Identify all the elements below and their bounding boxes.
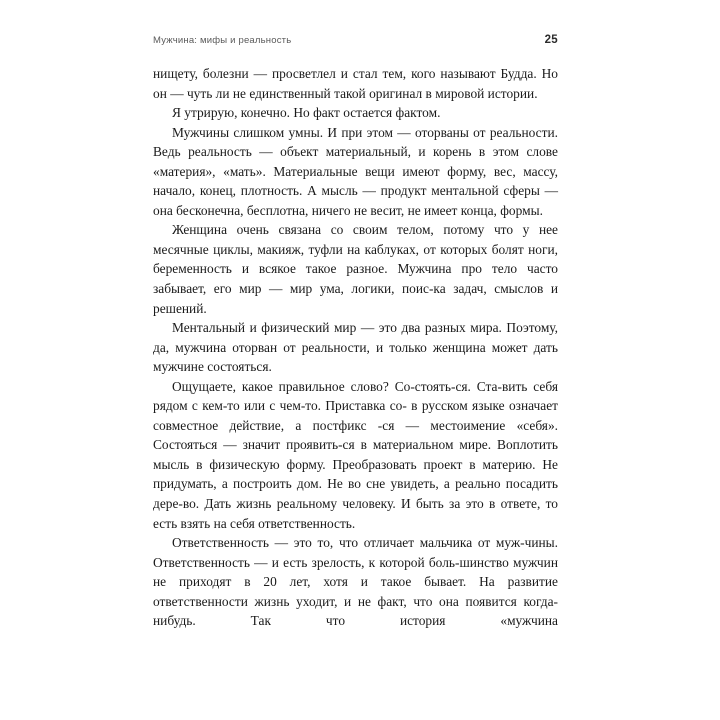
body-text-block — [153, 64, 558, 631]
running-head-title: Мужчина: мифы и реальность — [153, 35, 292, 46]
paragraph: Ментальный и физический мир — это два разных мира. Поэтому, да, мужчина оторван от реальности, и только женщина может дать мужчине состояться. — [153, 320, 558, 375]
page-number: 25 — [544, 34, 558, 46]
paragraph: Ощущаете, какое правильное слово? Со-стоять-ся. Ста-вить себя рядом с кем-то или с чем-то. Приставка со- в русском языке означает совместное действие, а постфикс -ся — местоимение «себя». Состояться — значит проявить-ся в материальном мире. Воплотить мысль в физическую форму. Преобразовать проект в материю. Не придумать, а построить дом. Не во сне увидеть, а реально посадить дере-во. Дать жизнь реальному человеку. И быть за это в ответе, то есть взять на себя ответственность. — [153, 378, 558, 531]
paragraph: нищету, болезни — просветлел и стал тем, кого называют Будда. Но он — чуть ли не единственный такой оригинал в мировой истории. — [153, 66, 558, 101]
paragraph: Женщина очень связана со своим телом, потому что у нее месячные циклы, макияж, туфли на каблуках, от которых болят ноги, беременность и всякое такое разное. Мужчина про тело часто забывает, его мир — мир ума, логики, поис-ка задач, смыслов и решений. — [153, 222, 558, 316]
paragraph: Я утрирую, конечно. Но факт остается фактом. — [172, 105, 441, 121]
paragraph: Ответственность — это то, что отличает мальчика от муж-чины. Ответственность — и есть зрелость, к которой боль-шинство мужчин не приходят в 20 лет, хотя и такое бывает. На развитие ответственности жизнь уходит, и не факт, что она появится когда-нибудь. Так что история «мужчина — [153, 535, 558, 629]
running-head — [153, 34, 558, 52]
paragraph: Мужчины слишком умны. И при этом — оторваны от реальности. Ведь реальность — объект материальный, и корень в этом слове «материя», «мать». Материальные вещи имеют форму, вес, массу, начало, конец, плотность. А мысль — продукт ментальной сферы — она бесконечна, бесплотна, ничего не весит, не имеет конца, формы. — [153, 124, 558, 218]
